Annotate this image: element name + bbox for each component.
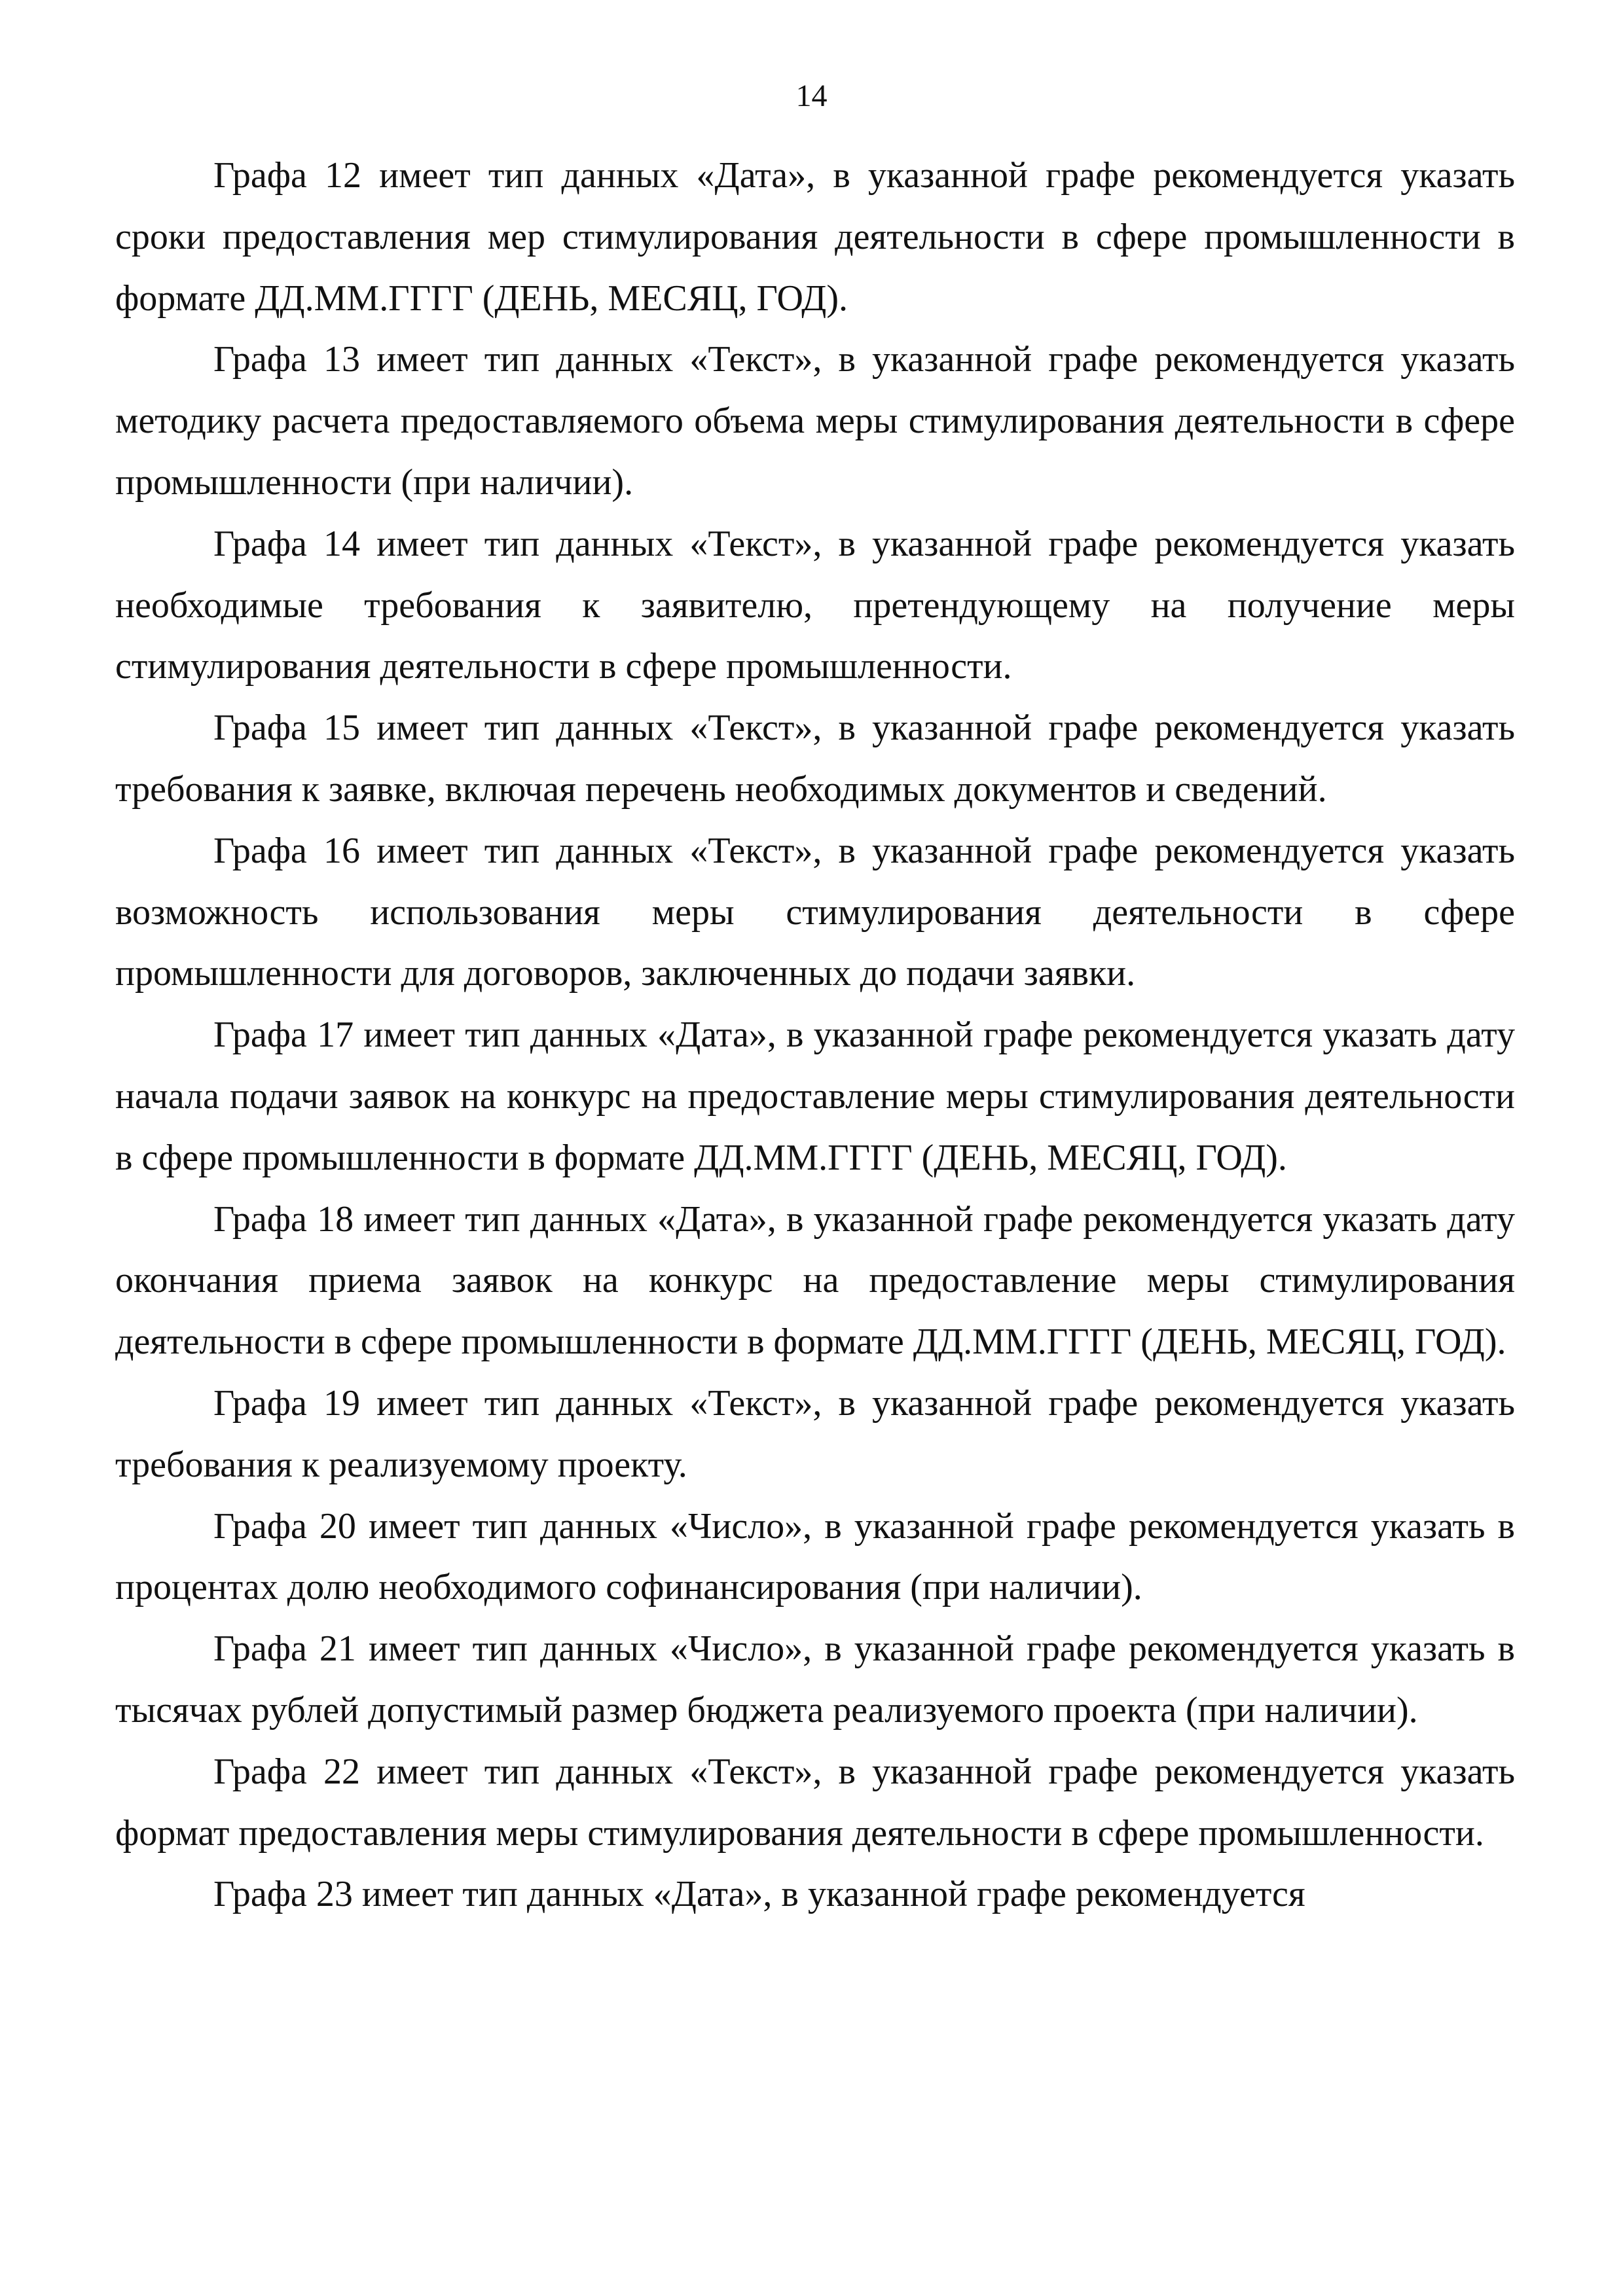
paragraph-column-19: Графа 19 имеет тип данных «Текст», в указанной графе рекомендуется указать требования к реализуемому проекту. [115, 1382, 1515, 1485]
paragraph-column-12: Графа 12 имеет тип данных «Дата», в указанной графе рекомендуется указать сроки предоставления мер стимулирования деятельности в сфере промышленности в формате ДД.ММ.ГГГГ (ДЕНЬ, МЕСЯЦ, ГОД). [115, 155, 1515, 319]
paragraph-column-20: Графа 20 имеет тип данных «Число», в указанной графе рекомендуется указать в процентах долю необходимого софинансирования (при наличии). [115, 1505, 1515, 1608]
paragraph-column-23: Графа 23 имеет тип данных «Дата», в указанной графе рекомендуется [213, 1874, 1305, 1915]
paragraph-column-15: Графа 15 имеет тип данных «Текст», в указанной графе рекомендуется указать требования к заявке, включая перечень необходимых документов и сведений. [115, 708, 1515, 810]
paragraph-column-13: Графа 13 имеет тип данных «Текст», в указанной графе рекомендуется указать методику расчета предоставляемого объема меры стимулирования деятельности в сфере промышленности (при наличии). [115, 339, 1515, 503]
paragraph-column-22: Графа 22 имеет тип данных «Текст», в указанной графе рекомендуется указать формат предоставления меры стимулирования деятельности в сфере промышленности. [115, 1751, 1515, 1854]
page-number: 14 [795, 79, 828, 113]
paragraph-column-18: Графа 18 имеет тип данных «Дата», в указанной графе рекомендуется указать дату окончания приема заявок на конкурс на предоставление меры стимулирования деятельности в сфере промышленности в формате ДД.ММ.ГГГГ (ДЕНЬ, МЕСЯЦ, ГОД). [115, 1198, 1515, 1363]
paragraph-column-14: Графа 14 имеет тип данных «Текст», в указанной графе рекомендуется указать необходимые требования к заявителю, претендующему на получение меры стимулирования деятельности в сфере промышленности. [115, 523, 1515, 687]
document-body [115, 145, 1515, 1926]
paragraph-column-21: Графа 21 имеет тип данных «Число», в указанной графе рекомендуется указать в тысячах рублей допустимый размер бюджета реализуемого проекта (при наличии). [115, 1628, 1515, 1731]
paragraph-column-16: Графа 16 имеет тип данных «Текст», в указанной графе рекомендуется указать возможность использования меры стимулирования деятельности в сфере промышленности для договоров, заключенных до подачи заявки. [115, 830, 1515, 994]
paragraph-column-17: Графа 17 имеет тип данных «Дата», в указанной графе рекомендуется указать дату начала подачи заявок на конкурс на предоставление меры стимулирования деятельности в сфере промышленности в формате ДД.ММ.ГГГГ (ДЕНЬ, МЕСЯЦ, ГОД). [115, 1014, 1515, 1178]
